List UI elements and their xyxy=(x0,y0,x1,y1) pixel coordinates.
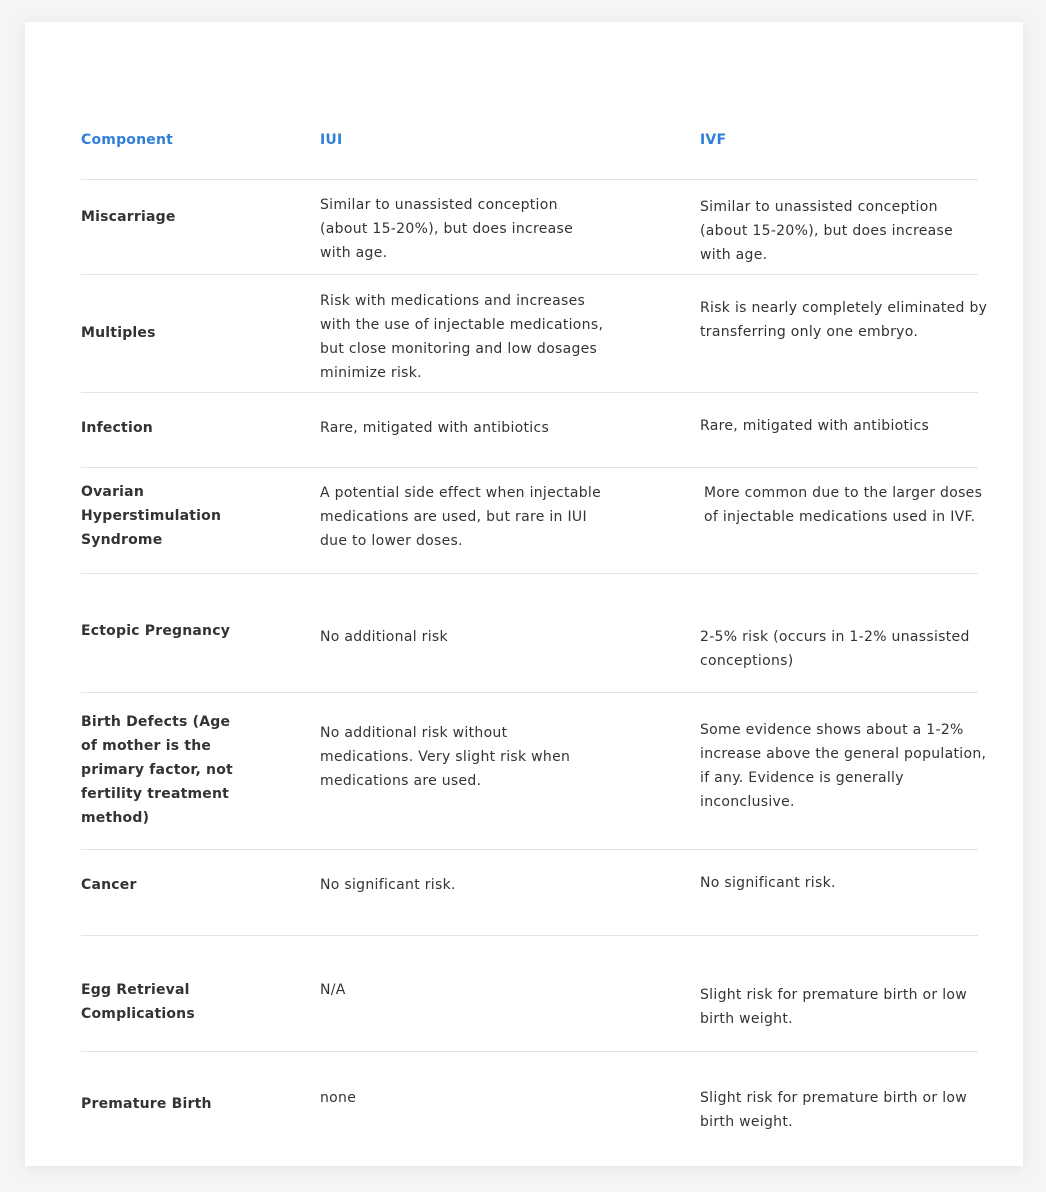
birth-defects-label: Birth Defects (Age of mother is the primary factor, not fertility treatment method) xyxy=(81,714,233,826)
row-divider xyxy=(81,692,978,693)
iui-cell: Rare, mitigated with antibiotics xyxy=(320,420,550,436)
ivf-cell: More common due to the larger doses of injectable medications used in IVF. xyxy=(704,485,983,525)
component-cell: Ectopic Pregnancy xyxy=(81,623,231,639)
component-cell: Ovarian Hyperstimulation Syndrome xyxy=(81,484,222,548)
row-divider xyxy=(81,392,978,393)
ivf-cell: Slight risk for premature birth or low birth weight. xyxy=(700,1090,968,1130)
row-divider xyxy=(81,849,978,850)
header-iui: IUI xyxy=(320,132,343,148)
iui-cell: Similar to unassisted conception (about 15-20%), but does increase with age. xyxy=(320,197,574,261)
ivf-cell: Similar to unassisted conception (about 15-20%), but does increase with age. xyxy=(700,199,954,263)
iui-cell: No significant risk. xyxy=(320,877,456,893)
row-divider xyxy=(81,467,978,468)
ivf-cell: Rare, mitigated with antibiotics xyxy=(700,418,930,434)
component-cell: Multiples xyxy=(81,325,156,341)
iui-cell: none xyxy=(320,1090,357,1106)
component-cell: Cancer xyxy=(81,877,137,893)
row-divider xyxy=(81,274,978,275)
header-ivf: IVF xyxy=(700,132,727,148)
component-cell: Egg Retrieval Complications xyxy=(81,982,195,1022)
ivf-cell: Risk is nearly completely eliminated by transferring only one embryo. xyxy=(700,300,988,340)
iui-cell: N/A xyxy=(320,982,346,998)
row-divider xyxy=(81,573,978,574)
component-cell xyxy=(81,710,247,830)
component-cell: Premature Birth xyxy=(81,1096,212,1112)
row-divider xyxy=(81,935,978,936)
ivf-cell: 2-5% risk (occurs in 1-2% unassisted conceptions) xyxy=(700,629,970,669)
header-component: Component xyxy=(81,132,174,148)
ivf-cell: Slight risk for premature birth or low birth weight. xyxy=(700,987,968,1027)
ivf-cell: Some evidence shows about a 1-2% increase above the general population, if any. Evidence is generally inconclusive. xyxy=(700,722,987,810)
component-cell: Miscarriage xyxy=(81,209,176,225)
iui-cell: A potential side effect when injectable medications are used, but rare in IUI due to lower doses. xyxy=(320,485,601,549)
component-cell: Infection xyxy=(81,420,153,436)
iui-cell: No additional risk xyxy=(320,629,448,645)
row-divider xyxy=(81,1051,978,1052)
iui-cell: No additional risk without medications. Very slight risk when medications are used. xyxy=(320,725,571,789)
iui-cell: Risk with medications and increases with the use of injectable medications, but close monitoring and low dosages minimize risk. xyxy=(320,293,604,381)
row-divider xyxy=(81,179,978,180)
ivf-cell: No significant risk. xyxy=(700,875,836,891)
